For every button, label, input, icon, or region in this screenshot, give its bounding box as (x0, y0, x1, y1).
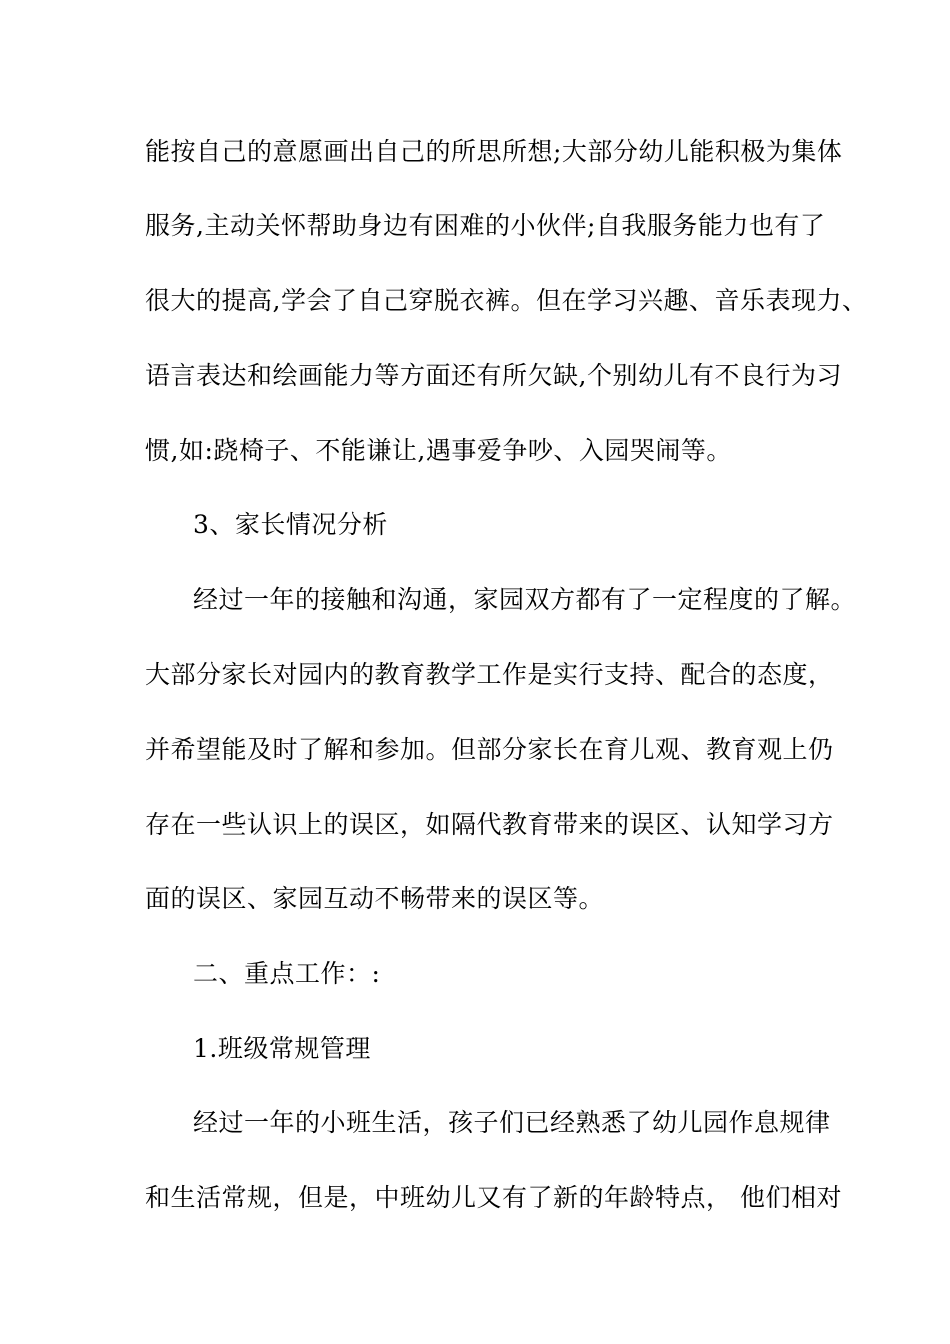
subsection-heading: 1.班级常规管理 (193, 1034, 371, 1063)
section-heading: 二、重点工作：: (193, 959, 381, 988)
paragraph-line: 能按自己的意愿画出自己的所思所想;大部分幼儿能积极为集体 (145, 137, 843, 166)
paragraph-line: 面的误区、家园互动不畅带来的误区等。 (145, 884, 605, 913)
paragraph-line: 大部分家长对园内的教育教学工作是实行支持、配合的态度， (145, 660, 834, 689)
paragraph-line: 语言表达和绘画能力等方面还有所欠缺,个别幼儿有不良行为习 (145, 361, 842, 390)
paragraph-line: 和生活常规，但是，中班幼儿又有了新的年龄特点， 他们相对 (145, 1183, 842, 1212)
paragraph-line: 经过一年的小班生活，孩子们已经熟悉了幼儿园作息规律 (193, 1108, 831, 1137)
paragraph-line: 存在一些认识上的误区，如隔代教育带来的误区、认知学习方 (145, 810, 834, 839)
paragraph-line: 惯,如:跷椅子、不能谦让,遇事爱争吵、入园哭闹等。 (145, 436, 732, 465)
paragraph-line: 服务,主动关怀帮助身边有困难的小伙伴;自我服务能力也有了 (145, 211, 826, 240)
paragraph-line: 很大的提高,学会了自己穿脱衣裤。但在学习兴趣、音乐表现力、 (145, 286, 868, 315)
section-heading: 3、家长情况分析 (193, 510, 388, 539)
paragraph-line: 经过一年的接触和沟通，家园双方都有了一定程度的了解。 (193, 585, 857, 614)
paragraph-line: 并希望能及时了解和参加。但部分家长在育儿观、教育观上仍 (145, 735, 834, 764)
